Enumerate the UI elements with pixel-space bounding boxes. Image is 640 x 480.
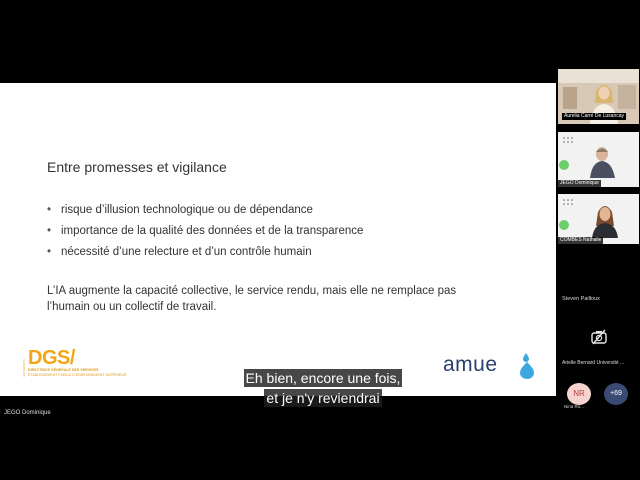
camera-off-icon xyxy=(590,329,608,345)
shared-slide xyxy=(0,83,556,396)
participant-name[interactable]: Arielle Bernard Université ... xyxy=(562,360,625,366)
slide-conclusion: L’IA augmente la capacité collective, le service rendu, mais elle ne remplace pas l’humain ou un collectif de travail. xyxy=(47,285,457,313)
slide-bullet-list xyxy=(47,200,363,263)
speaking-indicator xyxy=(559,220,569,230)
presenter-label: JEGO Dominique xyxy=(4,410,51,416)
speaking-indicator xyxy=(559,160,569,170)
participant-video xyxy=(590,202,630,238)
bullet-item: • nécessité d’une relecture et d’un contrôle humain xyxy=(47,242,363,263)
grid-dots-icon xyxy=(562,198,576,208)
dgs-logo-line2: ÉTABLISSEMENT PUBLIC D’ENSEIGNEMENT SUPÉRIEUR xyxy=(28,373,127,377)
dgs-logo-mark: DGS/ xyxy=(28,347,75,369)
slide-title: Entre promesses et vigilance xyxy=(47,159,227,175)
participant-tile[interactable] xyxy=(558,69,639,124)
participant-avatar[interactable]: NR xyxy=(567,383,591,405)
participant-name: JEGO Dominique xyxy=(560,180,599,186)
live-subtitles xyxy=(223,369,423,408)
participant-name: COMBES Nathalie xyxy=(560,237,602,243)
participant-video xyxy=(588,144,628,178)
grid-dots-icon xyxy=(562,136,576,146)
participant-name: Nina Ro... xyxy=(564,404,585,409)
subtitle-line: Eh bien, encore une fois, xyxy=(245,370,401,386)
amue-drops-icon xyxy=(517,353,537,379)
dgs-logo-side-text: UNIVERSITÉ xyxy=(22,358,26,377)
subtitle-line: et je n'y reviendrai xyxy=(266,390,380,406)
dgs-logo xyxy=(22,347,127,381)
dgs-logo-line1: DIRECTRICE GÉNÉRALE DES SERVICES xyxy=(28,368,99,372)
amue-logo xyxy=(443,353,538,381)
more-participants-button[interactable]: +69 xyxy=(604,383,628,405)
participant-tile[interactable] xyxy=(558,194,639,244)
participant-name[interactable]: Steven Pailloux xyxy=(562,296,600,302)
bullet-item: • risque d’illusion technologique ou de dépendance xyxy=(47,200,363,221)
bullet-item: • importance de la qualité des données et de la transparence xyxy=(47,221,363,242)
participant-tile[interactable] xyxy=(558,132,639,187)
amue-logo-text: amue xyxy=(443,353,498,376)
participant-name: Aurelia Carré De Lusancay xyxy=(564,113,625,119)
